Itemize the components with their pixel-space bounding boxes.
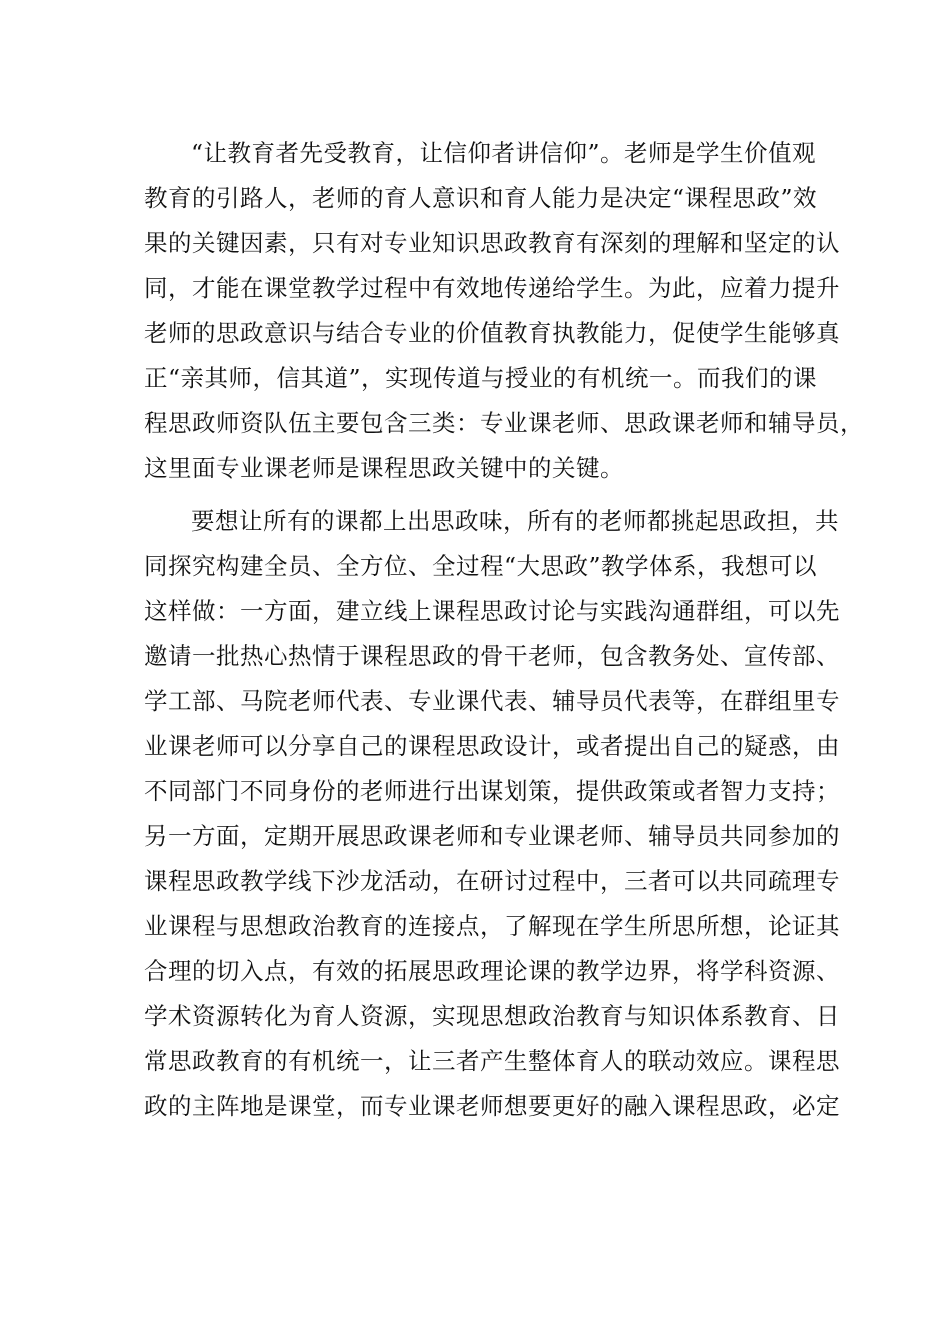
paragraph-2-line-13: 常思政教育的有机统一，让三者产生整体育人的联动效应。课程思: [144, 1047, 840, 1075]
paragraph-2-line-7: 不同部门不同身份的老师进行出谋划策，提供政策或者智力支持；: [144, 777, 840, 805]
paragraph-2-line-9: 课程思政教学线下沙龙活动，在研讨过程中，三者可以共同疏理专: [144, 867, 840, 895]
paragraph-2-line-6: 业课老师可以分享自己的课程思政设计，或者提出自己的疑惑，由: [144, 732, 840, 760]
paragraph-2-line-5: 学工部、马院老师代表、专业课代表、辅导员代表等，在群组里专: [144, 687, 840, 715]
paragraph-1-line-1: “让教育者先受教育，让信仰者讲信仰”。老师是学生价值观: [191, 139, 817, 167]
paragraph-2-line-4: 邀请一批热心热情于课程思政的骨干老师，包含教务处、宣传部、: [144, 642, 840, 670]
paragraph-2-line-11: 合理的切入点，有效的拓展思政理论课的教学边界，将学科资源、: [144, 957, 840, 985]
document-body: [144, 131, 864, 1129]
paragraph-1-line-7: 程思政师资队伍主要包含三类：专业课老师、思政课老师和辅导员，: [144, 409, 864, 437]
paragraph-1-line-6: 正“亲其师，信其道”，实现传道与授业的有机统一。而我们的课: [144, 364, 818, 392]
paragraph-1-line-4: 同，才能在课堂教学过程中有效地传递给学生。为此，应着力提升: [144, 274, 840, 302]
paragraph-2-line-10: 业课程与思想政治教育的连接点，了解现在学生所思所想，论证其: [144, 912, 840, 940]
paragraph-1-line-2: 教育的引路人，老师的育人意识和育人能力是决定“课程思政”效: [144, 184, 818, 212]
paragraph-2-line-14: 政的主阵地是课堂，而专业课老师想要更好的融入课程思政，必定: [144, 1092, 840, 1120]
paragraph-2-line-8: 另一方面，定期开展思政课老师和专业课老师、辅导员共同参加的: [144, 822, 840, 850]
paragraph-2-line-1: 要想让所有的课都上出思政味，所有的老师都挑起思政担，共: [191, 507, 839, 535]
paragraph-2-line-12: 学术资源转化为育人资源，实现思想政治教育与知识体系教育、日: [144, 1002, 840, 1030]
paragraph-2-line-2: 同探究构建全员、全方位、全过程“大思政”教学体系，我想可以: [144, 552, 818, 580]
paragraph-1-line-3: 果的关键因素，只有对专业知识思政教育有深刻的理解和坚定的认: [144, 229, 840, 257]
paragraph-1-line-8: 这里面专业课老师是课程思政关键中的关键。: [144, 454, 624, 482]
paragraph-1-line-5: 老师的思政意识与结合专业的价值教育执教能力，促使学生能够真: [144, 319, 840, 347]
paragraph-2-line-3: 这样做：一方面，建立线上课程思政讨论与实践沟通群组，可以先: [144, 597, 840, 625]
